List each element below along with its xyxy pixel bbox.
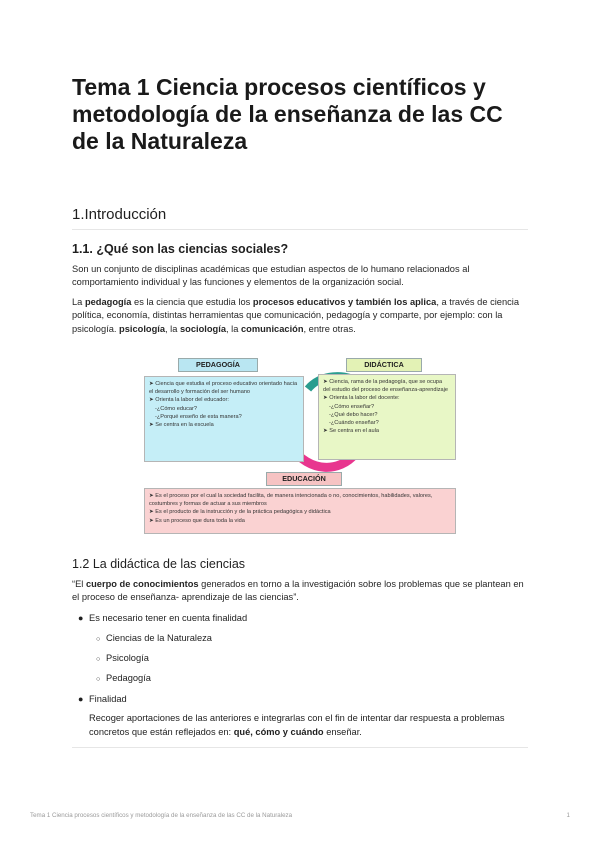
text-run: enseñar. [323,726,362,737]
didactica-item: -¿Qué debo hacer? [329,411,378,418]
text-run: , la [165,323,181,334]
educacion-item-text: Es el proceso por el cual la sociedad facilita, de manera intencionada o no, conocimientos, habilidades, valores, costumbres y formas de actuar a sus miembros [149,493,433,508]
page-title: Tema 1 Ciencia procesos científicos y metodología de la enseñanza de las CC de la Naturaleza [72,74,503,154]
pedagogia-item: ➤ Se centra en la escuela [149,422,214,429]
text-run: Recoger aportaciones de las anteriores e integrarlas con el fin de intentar dar respuesta a problemas concretos que están reflejados en: [89,713,505,737]
didactica-item-text: Ciencia, rama de la pedagogía, que se ocupa del estudio del proceso de enseñanza-aprendizaje [323,379,449,394]
divider [72,747,528,748]
circle-bullet-icon: ○ [96,656,101,663]
sub-list-item-text: Pedagogía [106,673,151,683]
text-run: , a través de ciencia política, economía, distintas herramientas que comunicación, pedagogía y comparte, por ejemplo: con la psicología. [72,297,520,334]
educacion-item: ➤ Es el proceso por el cual la sociedad facilita, de manera intencionada o no, conocimientos, habilidades, valores, costumbres y formas de actuar a sus miembros [149,493,433,508]
pedagogia-item: ➤ Ciencia que estudia el proceso educativo orientado hacia el desarrollo y formación del ser humano [149,381,298,396]
bold-run: procesos educativos y también los aplica [252,297,437,307]
educacion-box [144,488,456,534]
pedagogia-item-text: Ciencia que estudia el proceso educativo orientado hacia el desarrollo y formación del ser humano [149,381,298,396]
sub-list-item [72,652,528,672]
sub-list-item-text: Ciencias de la Naturaleza [106,633,212,643]
educacion-item: ➤ Es un proceso que dura toda la vida [149,517,245,524]
text-run: generados en torno a la investigación sobre los problemas que se plantean en el proceso de enseñanza- aprendizaje de las ciencias”. [72,579,524,603]
bold-run: comunicación [241,323,304,334]
finalidad-description [89,712,509,739]
pedagogia-item: ➤ Orienta la labor del educador: [149,397,229,404]
bold-run: sociología [180,323,226,334]
subsection-heading-didactica: 1.2 La didáctica de las ciencias [72,557,246,571]
text-run: , entre otras. [303,323,356,334]
didactica-item-text: Orienta la labor del docente: [329,395,400,402]
didactica-box [318,374,456,460]
didactica-item-text: Se centra en el aula [329,428,380,435]
pedagogia-item: -¿Cómo educar? [155,405,197,412]
pedagogia-item-text: Se centra en la escuela [155,422,214,429]
pedagogia-item: -¿Porqué enseño de esta manera? [155,413,242,420]
text-run: es la ciencia que estudia los [131,297,253,307]
bold-run: psicología [119,323,166,334]
circle-bullet-icon: ○ [96,636,101,643]
sub-list-item-text: Psicología [106,653,149,663]
bold-run: qué, cómo y cuándo [233,726,324,737]
educacion-item-text: Es un proceso que dura toda la vida [155,517,245,524]
pedagogia-item-text: Orienta la labor del educador: [155,397,229,404]
didactica-item: ➤ Orienta la labor del docente: [323,395,400,402]
section-heading-introduccion: 1.Introducción [72,206,528,230]
page-footer [30,812,570,819]
educacion-item-text: Es el producto de la instrucción y de la práctica pedagógica y didáctica [155,509,331,516]
didactica-item: -¿Cómo enseñar? [329,403,375,410]
paragraph-pedagogia [72,296,528,336]
educacion-item: ➤ Es el producto de la instrucción y de la práctica pedagógica y didáctica [149,509,331,516]
list-item-text: Finalidad [89,694,127,704]
paragraph-didactica [72,578,528,605]
sub-list-item [72,672,528,693]
didactica-label: DIDÁCTICA [346,358,422,372]
list-item [72,612,528,632]
sub-list-item [72,632,528,652]
text-run: , la [226,323,241,334]
text-run: La [72,297,85,307]
pedagogia-box [144,376,304,462]
finalidad-list [72,612,528,739]
bullet-icon: ● [78,613,84,623]
paragraph-ciencias-sociales: Son un conjunto de disciplinas académicas que estudian aspectos de lo humano relacionados al comportamiento individual y las funciones y elementos de la organización social. [72,264,470,288]
text-run: “El [72,579,86,589]
didactica-item: ➤ Se centra en el aula [323,428,380,435]
circle-bullet-icon: ○ [96,676,101,683]
pedagogia-label: PEDAGOGÍA [178,358,258,372]
subsection-heading-ciencias-sociales: 1.1. ¿Qué son las ciencias sociales? [72,242,289,256]
footer-title: Tema 1 Ciencia procesos científicos y metodología de la enseñanza de las CC de la Naturaleza [30,812,293,819]
bold-run: pedagogía [84,297,132,307]
educacion-label: EDUCACIÓN [266,472,342,486]
list-item-text: Es necesario tener en cuenta finalidad [89,613,248,623]
list-item [72,693,528,739]
pedagogy-diagram [140,354,460,536]
page-number: 1 [566,812,570,819]
bold-run: cuerpo de conocimientos [85,579,199,589]
didactica-item: -¿Cuándo enseñar? [329,420,379,427]
bullet-icon: ● [78,694,84,704]
didactica-item: ➤ Ciencia, rama de la pedagogía, que se ocupa del estudio del proceso de enseñanza-aprendizaje [323,379,449,394]
